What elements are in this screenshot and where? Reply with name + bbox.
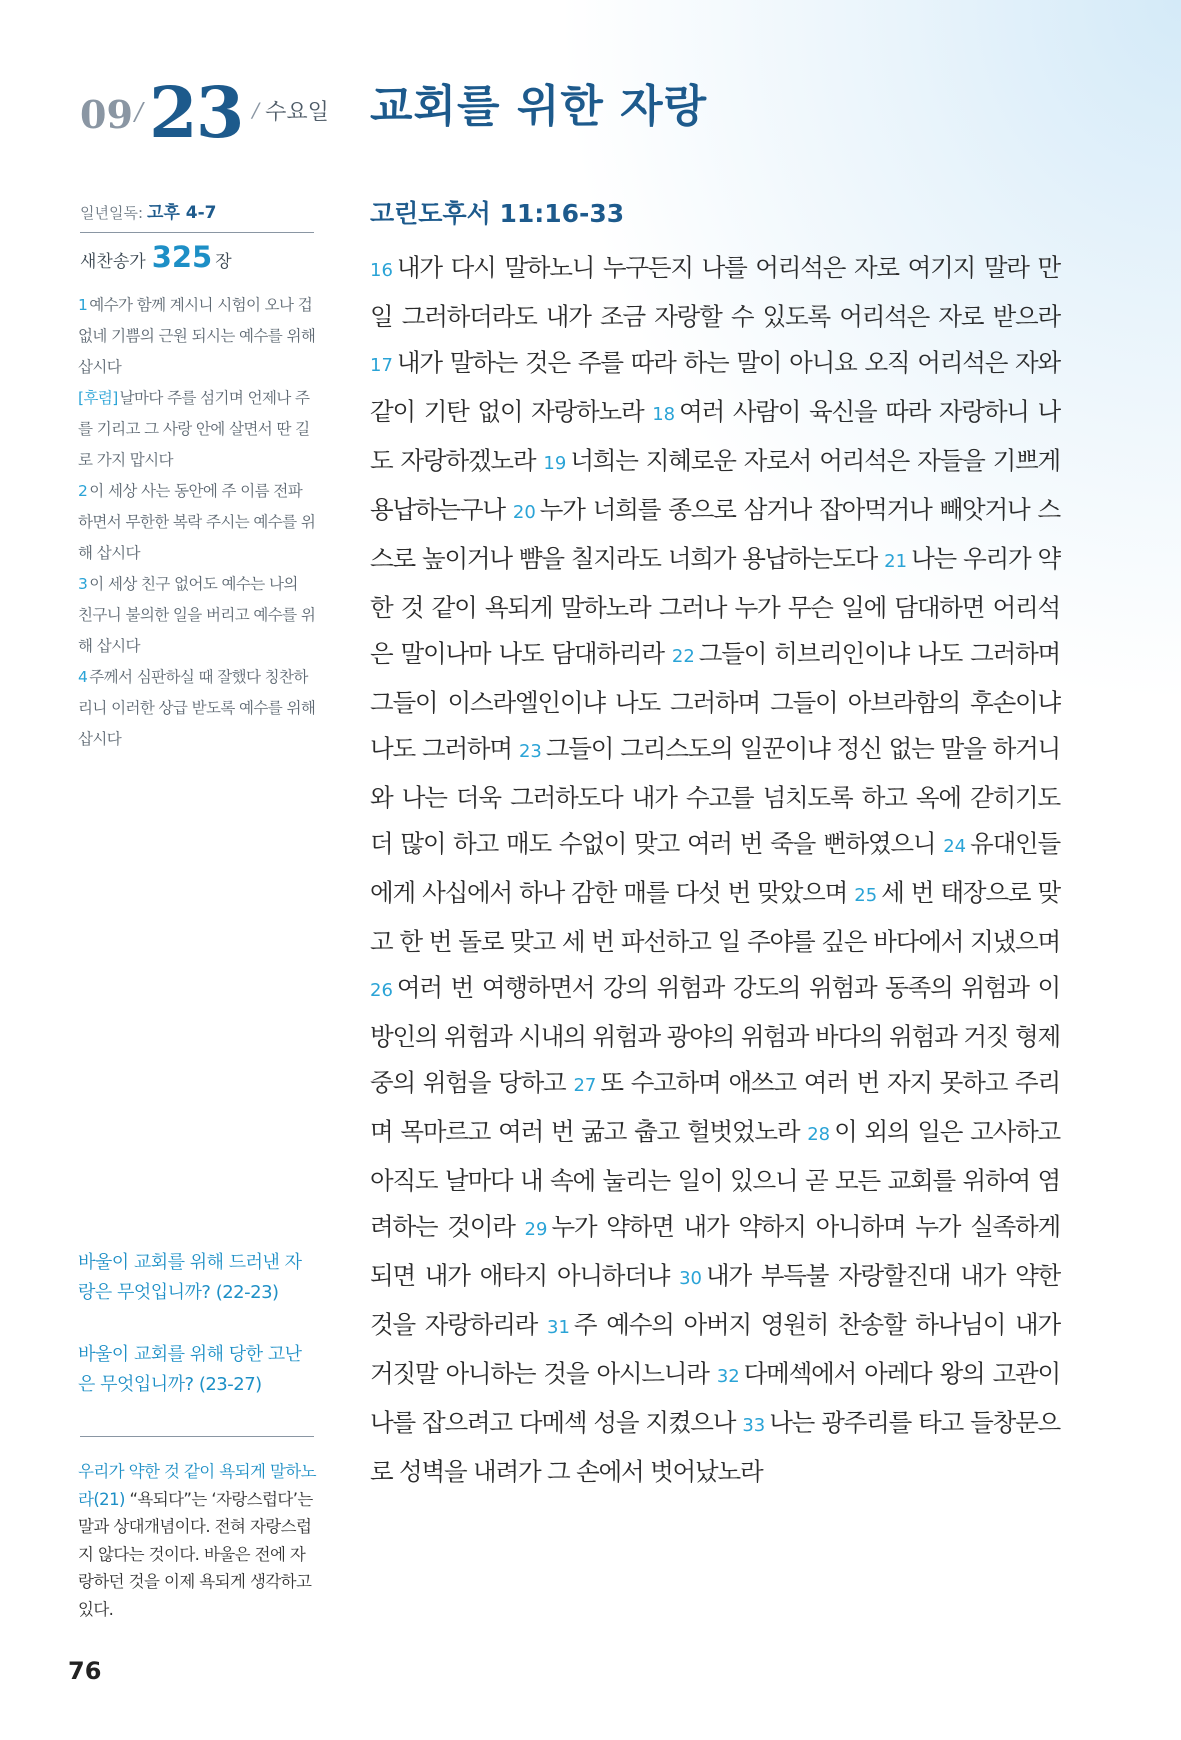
verse-text: 그들이 그리스도의 일꾼이냐 정신 없는 말을 하거니와 나는 더욱 그러하도다 내가 수고를 넘치도록 하고 옥에 갇히기도 더 많이 하고 매도 수없이 맞고 여러 번 죽을 뻔하였으니 bbox=[370, 734, 1061, 858]
commentary-highlight: 우리가 약한 것 같이 욕되게 말하노라(21) bbox=[78, 1462, 316, 1509]
verse-text: 여러 사람이 육신을 따라 자랑하니 나도 자랑하겠노라 bbox=[370, 397, 1060, 475]
verse-text: 이 외의 일은 고사하고 아직도 날마다 내 속에 눌리는 일이 있으니 곧 모든 교회를 위하여 염려하는 것이라 bbox=[370, 1117, 1061, 1241]
yearly-reading-label: 일년일독: bbox=[80, 204, 144, 222]
divider bbox=[80, 232, 314, 233]
verse-text: 내가 다시 말하노니 누구든지 나를 어리석은 자로 여기지 말라 만일 그러하더라도 내가 조금 자랑할 수 있도록 어리석은 자로 받으라 bbox=[370, 253, 1060, 331]
divider bbox=[80, 1436, 314, 1437]
hymn-number: 325 bbox=[151, 240, 213, 274]
verse-number: 26 bbox=[370, 980, 393, 1001]
date-header bbox=[80, 68, 329, 154]
verse-text: 그들이 히브리인이냐 나도 그러하며 그들이 이스라엘인이냐 나도 그러하며 그들이 아브라함의 후손이냐 나도 그러하며 bbox=[370, 639, 1060, 763]
question-2: 바울이 교회를 위해 당한 고난은 무엇입니까? (23-27) bbox=[78, 1344, 302, 1395]
hymn-verse-text: 예수가 함께 계시니 시험이 오나 겁 없네 기쁨의 근원 되시는 예수를 위해 삽시다 bbox=[78, 296, 316, 376]
hymn-verse-number: 3 bbox=[78, 575, 88, 593]
verse-number: 23 bbox=[518, 741, 542, 762]
date-day: 23 bbox=[148, 71, 243, 154]
yearly-reading bbox=[80, 198, 314, 223]
date-slash: / bbox=[252, 98, 260, 122]
hymn-heading bbox=[80, 240, 232, 274]
verse-number: 22 bbox=[671, 646, 695, 667]
verse-text: 여러 번 여행하면서 강의 위험과 강도의 위험과 동족의 위험과 이방인의 위험과 시내의 위험과 광야의 위험과 바다의 위험과 거짓 형제 중의 위험을 당하고 bbox=[370, 973, 1060, 1097]
hymn-prefix: 새찬송가 bbox=[80, 252, 146, 272]
hymn-verse-number: 4 bbox=[78, 668, 88, 686]
verse-text: 너희는 지혜로운 자로서 어리석은 자들을 기쁘게 용납하는구나 bbox=[370, 446, 1061, 524]
verse-text: 유대인들에게 사십에서 하나 감한 매를 다섯 번 맞았으며 bbox=[370, 829, 1060, 907]
commentary-text: “욕되다”는 ‘자랑스럽다’는 말과 상대개념이다. 전혀 자랑스럽지 않다는 것이다. 바울은 전에 자랑하던 것을 이제 욕되게 생각하고 있다. bbox=[78, 1489, 313, 1619]
verse-number: 24 bbox=[943, 836, 967, 857]
date-slash: / bbox=[134, 98, 143, 126]
verse-number: 25 bbox=[854, 885, 878, 906]
verse-text: 나는 광주리를 타고 들창문으로 성벽을 내려가 그 손에서 벗어났노라 bbox=[370, 1408, 1060, 1486]
verse-number: 28 bbox=[807, 1124, 831, 1145]
hymn-verse-text: 날마다 주를 섬기며 언제나 주를 기리고 그 사랑 안에 살면서 딴 길로 가지 맙시다 bbox=[78, 389, 310, 469]
verse-text: 주 예수의 아버지 영원히 찬송할 하나님이 내가 거짓말 아니하는 것을 아시느니라 bbox=[370, 1310, 1060, 1388]
question-1: 바울이 교회를 위해 드러낸 자랑은 무엇입니까? (22-23) bbox=[78, 1252, 302, 1303]
verse-text: 내가 말하는 것은 주를 따라 하는 말이 아니요 오직 어리석은 자와 같이 기탄 없이 자랑하노라 bbox=[370, 348, 1060, 426]
passage-reference: 고린도후서 11:16-33 bbox=[370, 199, 625, 228]
verse-text: 세 번 태장으로 맞고 한 번 돌로 맞고 세 번 파선하고 일 주야를 깊은 바다에서 지냈으며 bbox=[370, 878, 1060, 956]
verse-text: 누가 너희를 종으로 삼거나 잡아먹거나 빼앗거나 스스로 높이거나 뺨을 칠지라도 너희가 용납하는도다 bbox=[370, 495, 1060, 573]
scripture-text bbox=[370, 245, 1060, 1495]
verse bbox=[370, 253, 1060, 331]
verse-number: 27 bbox=[573, 1075, 597, 1096]
hymn-verse bbox=[78, 290, 316, 383]
page-title: 교회를 위한 자랑 bbox=[370, 81, 708, 132]
verse-text: 다메섹에서 아레다 왕의 고관이 나를 잡으려고 다메섹 성을 지켰으나 bbox=[370, 1359, 1060, 1437]
hymn-verse-number: [후렴] bbox=[78, 389, 118, 407]
commentary-note bbox=[78, 1458, 316, 1623]
hymn-verse bbox=[78, 476, 316, 569]
verse-number: 20 bbox=[512, 502, 536, 523]
verse-number: 16 bbox=[370, 260, 393, 281]
verse-number: 19 bbox=[543, 453, 567, 474]
hymn-verse bbox=[78, 383, 316, 476]
hymn-verse-text: 주께서 심판하실 때 잘했다 칭찬하리니 이러한 상급 받도록 예수를 위해 삽시다 bbox=[78, 668, 316, 748]
date-weekday: 수요일 bbox=[265, 100, 329, 125]
verse-text: 또 수고하며 애쓰고 여러 번 자지 못하고 주리며 목마르고 여러 번 굶고 춥고 헐벗었노라 bbox=[370, 1068, 1060, 1146]
verse-number: 18 bbox=[652, 404, 676, 425]
hymn-verse bbox=[78, 569, 316, 662]
hymn-verse-text: 이 세상 사는 동안에 주 이름 전파하면서 무한한 복락 주시는 예수를 위해 삽시다 bbox=[78, 482, 316, 562]
hymn-verse bbox=[78, 662, 316, 755]
verse-number: 29 bbox=[524, 1219, 548, 1240]
verse-number: 31 bbox=[547, 1317, 570, 1338]
yearly-reading-ref: 고후 4-7 bbox=[147, 203, 217, 223]
verse-text: 누가 약하면 내가 약하지 아니하며 누가 실족하게 되면 내가 애타지 아니하더냐 bbox=[370, 1212, 1060, 1290]
verse-number: 30 bbox=[679, 1268, 702, 1289]
verse-number: 21 bbox=[884, 551, 908, 572]
verse-number: 33 bbox=[742, 1415, 766, 1436]
hymn-suffix: 장 bbox=[215, 252, 232, 272]
hymn-verse-number: 2 bbox=[78, 482, 88, 500]
hymn-lyrics bbox=[78, 290, 316, 755]
verse-number: 32 bbox=[716, 1366, 740, 1387]
hymn-verse-text: 이 세상 친구 없어도 예수는 나의 친구니 불의한 일을 버리고 예수를 위해 삽시다 bbox=[78, 575, 316, 655]
hymn-verse-number: 1 bbox=[78, 296, 88, 314]
verse-text: 나는 우리가 약한 것 같이 욕되게 말하노라 그러나 누가 무슨 일에 담대하면 어리석은 말이나마 나도 담대하리라 bbox=[370, 544, 1060, 668]
date-month: 09 bbox=[80, 92, 133, 137]
verse-number: 17 bbox=[370, 355, 393, 376]
verse-text: 내가 부득불 자랑할진대 내가 약한 것을 자랑하리라 bbox=[370, 1261, 1061, 1339]
page-number: 76 bbox=[68, 1657, 102, 1685]
